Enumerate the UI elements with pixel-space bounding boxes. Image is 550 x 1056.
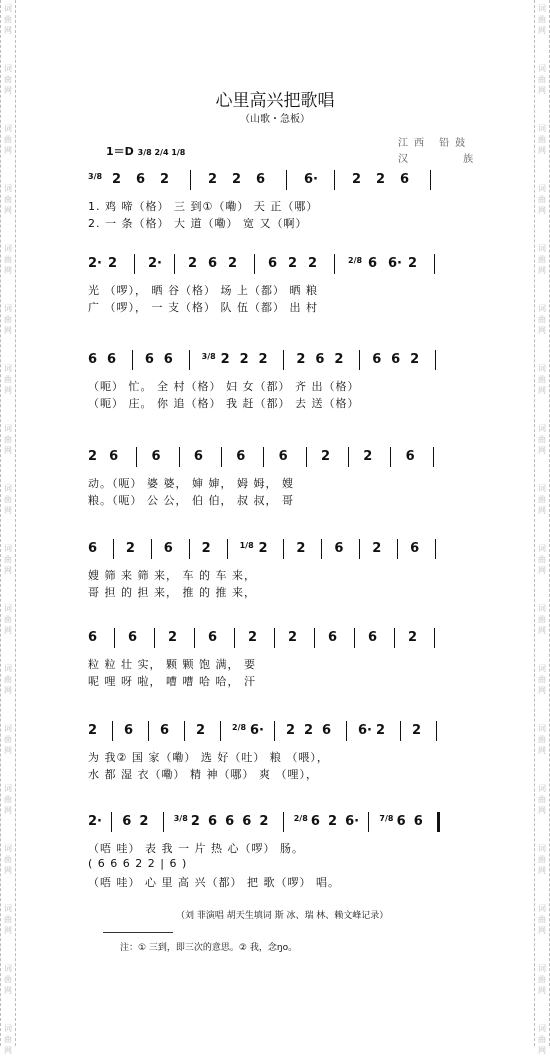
watermark-char: 网 (4, 206, 12, 215)
barline (368, 812, 369, 832)
watermark-char: 网 (4, 566, 12, 575)
watermark-char: 曲 (4, 555, 12, 564)
note: 6 (136, 172, 146, 187)
note: 6 (400, 172, 410, 187)
watermark-char: 曲 (4, 315, 12, 324)
lyric-line: 粒 粒 壮 实， 颗 颗 饱 满， 要 (88, 658, 256, 671)
note: 6 (88, 541, 98, 556)
note: 6 (242, 814, 252, 829)
watermark-char: 词 (538, 724, 546, 733)
note: 2 (201, 541, 211, 556)
note: 2 (196, 723, 206, 738)
watermark-char: 网 (538, 626, 546, 635)
watermark-char: 曲 (538, 135, 546, 144)
note: 1/8 (239, 541, 254, 550)
note: 6 (163, 541, 173, 556)
note: 6 (310, 814, 320, 829)
notation-line (88, 630, 458, 652)
watermark-char: 网 (4, 926, 12, 935)
lyric-line: 1. 鸡 啼（格） 三 到①（嘞） 天 正（哪） (88, 200, 319, 213)
watermark-char: 词 (4, 1024, 12, 1033)
note: 2 (304, 723, 314, 738)
barline (111, 812, 112, 832)
barline (254, 254, 255, 274)
watermark-char: 词 (538, 964, 546, 973)
watermark-char: 网 (538, 686, 546, 695)
watermark-char: 曲 (4, 615, 12, 624)
watermark-char: 曲 (4, 735, 12, 744)
notation-line (88, 814, 458, 836)
watermark-char: 词 (4, 304, 12, 313)
watermark-char: 网 (538, 326, 546, 335)
watermark-char: 曲 (538, 735, 546, 744)
lyric-line: 广 （啰）， 一 支（格） 队 伍（都） 出 村 (88, 301, 318, 314)
watermark-char: 曲 (538, 555, 546, 564)
barline (163, 812, 164, 832)
notation-line (88, 541, 458, 563)
lyric-line: （唔 哇） 心 里 高 兴（都） 把 歌（啰） 唱。 (88, 876, 340, 889)
watermark-char: 词 (538, 364, 546, 373)
note: 6 (193, 449, 203, 464)
watermark-char: 网 (538, 146, 546, 155)
barline (334, 254, 335, 274)
lyric-line: 为 我② 国 家（嘞） 选 好（吐） 粮 （喂）， (88, 751, 329, 764)
watermark-char: 词 (538, 544, 546, 553)
barline (434, 628, 435, 648)
note: 6 (315, 352, 325, 367)
right-watermark-strip (534, 0, 550, 1055)
song-title: 心里高兴把歌唱 (215, 91, 335, 111)
note: 2 (352, 172, 362, 187)
note: 6 (88, 630, 98, 645)
barline (227, 539, 228, 559)
barline (113, 539, 114, 559)
note: 6· (304, 172, 318, 187)
watermark-char: 词 (4, 544, 12, 553)
note: 2/8 (232, 723, 247, 732)
watermark-char: 网 (4, 746, 12, 755)
left-watermark-strip (0, 0, 16, 1055)
note: 2 (296, 352, 306, 367)
note: 6 (413, 814, 423, 829)
footnote-rule (103, 932, 173, 933)
watermark-char: 网 (538, 386, 546, 395)
footnote: 注：① 三到，即三次的意思。② 我，念ŋo。 (120, 943, 298, 953)
watermark-char: 词 (4, 784, 12, 793)
note: 2 (288, 630, 298, 645)
watermark-char: 曲 (4, 915, 12, 924)
barline (263, 447, 264, 467)
note: 2 (363, 449, 373, 464)
barline (435, 350, 436, 370)
barline (174, 254, 175, 274)
watermark-char: 网 (4, 446, 12, 455)
barline (136, 447, 137, 467)
watermark-char: 词 (4, 964, 12, 973)
barline (148, 721, 149, 741)
note: 2 (288, 256, 298, 271)
note: 6· (345, 814, 360, 829)
watermark-char: 曲 (538, 855, 546, 864)
barline (189, 539, 190, 559)
note: 2 (286, 723, 296, 738)
barline (321, 539, 322, 559)
barline (151, 539, 152, 559)
barline (283, 350, 284, 370)
watermark-char: 词 (4, 244, 12, 253)
note: 2· (88, 256, 102, 271)
barline (220, 721, 221, 741)
watermark-char: 网 (4, 386, 12, 395)
region-label: 江西 铅鼓 (398, 138, 472, 149)
lyric-line: 嫂 筛 来 筛 来， 车 的 车 来， (88, 569, 256, 582)
watermark-char: 曲 (538, 75, 546, 84)
note: 6 (410, 541, 420, 556)
note: 6 (268, 256, 278, 271)
barline (359, 350, 360, 370)
barline (114, 628, 115, 648)
barline (434, 254, 435, 274)
watermark-char: 词 (538, 1024, 546, 1033)
lyric-line: （呃） 忙。 全 村（格） 妇 女（都） 齐 出（格） (88, 380, 360, 393)
lyric-line: 光 （啰）， 晒 谷（格） 场 上（都） 晒 粮 (88, 284, 318, 297)
note: 6 (372, 352, 382, 367)
note: 2 (220, 352, 230, 367)
note: 6 (368, 256, 378, 271)
barline (283, 539, 284, 559)
lyric-line: 动。（呃） 婆 婆， 婶 婶， 姆 姆， 嫂 (88, 477, 294, 490)
notation-line (88, 256, 458, 278)
watermark-char: 曲 (4, 795, 12, 804)
watermark-char: 网 (4, 866, 12, 875)
watermark-char: 曲 (538, 795, 546, 804)
watermark-char: 词 (538, 604, 546, 613)
watermark-char: 曲 (4, 135, 12, 144)
note: 2 (160, 172, 170, 187)
note: 6· (250, 723, 264, 738)
watermark-char: 网 (538, 446, 546, 455)
note: 6 (208, 256, 218, 271)
note: 2 (112, 172, 122, 187)
watermark-char: 曲 (538, 1035, 546, 1044)
barline (430, 170, 431, 190)
barline (433, 447, 434, 467)
watermark-char: 曲 (4, 195, 12, 204)
lyric-line: 水 都 湿 衣（嘞） 精 神（哪） 爽 （哩）， (88, 768, 318, 781)
note: 6 (368, 630, 378, 645)
note: 2 (259, 814, 269, 829)
note: 6· (388, 256, 402, 271)
note: 6 (256, 172, 266, 187)
watermark-char: 网 (538, 1046, 546, 1055)
note: 2 (258, 541, 268, 556)
watermark-char: 曲 (538, 435, 546, 444)
lyric-line: 粮。（呃） 公 公， 伯 伯， 叔 叔， 哥 (88, 494, 294, 507)
watermark-char: 词 (4, 664, 12, 673)
lyric-line: 哥 担 的 担 来， 推 的 推 来， (88, 586, 256, 599)
note: 2 (208, 172, 218, 187)
barline (184, 721, 185, 741)
barline (437, 812, 440, 832)
note: 2 (410, 352, 420, 367)
watermark-char: 网 (538, 926, 546, 935)
watermark-char: 词 (538, 844, 546, 853)
song-subtitle: （山歌・急板） (240, 114, 310, 125)
watermark-char: 曲 (4, 1035, 12, 1044)
note: 6 (106, 352, 116, 367)
note: 2 (376, 723, 386, 738)
watermark-char: 词 (538, 64, 546, 73)
watermark-char: 网 (538, 206, 546, 215)
watermark-char: 网 (538, 26, 546, 35)
note: 6 (278, 449, 288, 464)
note: 6 (334, 541, 344, 556)
note: 6 (405, 449, 415, 464)
note: 3/8 (173, 814, 188, 823)
watermark-char: 词 (538, 184, 546, 193)
watermark-char: 词 (4, 424, 12, 433)
watermark-char: 曲 (4, 495, 12, 504)
note: 6 (124, 723, 134, 738)
watermark-char: 词 (4, 844, 12, 853)
watermark-char: 网 (538, 86, 546, 95)
note: 2 (139, 814, 149, 829)
lyric-line: 2. 一 条（格） 大 道（嘞） 宽 又（啊） (88, 217, 308, 230)
note: 6 (396, 814, 406, 829)
barline (394, 628, 395, 648)
nationality-label: 汉 族 (398, 154, 500, 165)
watermark-char: 曲 (538, 255, 546, 264)
note: 2 (334, 352, 344, 367)
note: 2 (168, 630, 178, 645)
watermark-char: 词 (538, 304, 546, 313)
watermark-char: 词 (4, 184, 12, 193)
note: 6· (358, 723, 372, 738)
notation-line (88, 172, 458, 194)
note: 2· (88, 814, 102, 829)
watermark-char: 曲 (4, 675, 12, 684)
watermark-char: 曲 (4, 15, 12, 24)
barline (134, 254, 135, 274)
note: 6 (328, 630, 338, 645)
note: 2 (190, 814, 200, 829)
note: 6 (144, 352, 154, 367)
barline (354, 628, 355, 648)
lyric-line: （呃） 庄。 你 追（格） 我 赶（都） 去 送（格） (88, 397, 360, 410)
barline (435, 539, 436, 559)
note: 2 (228, 256, 238, 271)
barline (274, 628, 275, 648)
barline (132, 350, 133, 370)
note: 2 (408, 256, 418, 271)
watermark-char: 词 (4, 604, 12, 613)
barline (359, 539, 360, 559)
lyric-line: （唔 哇） 表 我 一 片 热 心（啰） 肠。 (88, 842, 304, 855)
watermark-char: 曲 (4, 375, 12, 384)
barline (348, 447, 349, 467)
watermark-char: 网 (538, 566, 546, 575)
note: 3/8 (201, 352, 216, 361)
watermark-char: 网 (4, 506, 12, 515)
note: 2 (376, 172, 386, 187)
barline (390, 447, 391, 467)
watermark-char: 曲 (538, 495, 546, 504)
watermark-char: 词 (538, 784, 546, 793)
barline (314, 628, 315, 648)
watermark-char: 词 (538, 664, 546, 673)
notation-line (88, 449, 458, 471)
barline (112, 721, 113, 741)
watermark-char: 曲 (538, 375, 546, 384)
note: 2 (188, 256, 198, 271)
watermark-char: 词 (538, 244, 546, 253)
watermark-char: 曲 (4, 75, 12, 84)
note: 2 (88, 449, 98, 464)
note: 2 (372, 541, 382, 556)
watermark-char: 网 (4, 686, 12, 695)
note: 2 (408, 630, 418, 645)
watermark-char: 网 (4, 626, 12, 635)
lyric-line: ( 6 6 6 2 2 | 6 ) (88, 857, 188, 870)
watermark-char: 词 (538, 4, 546, 13)
note: 6 (322, 723, 332, 738)
note: 6 (109, 449, 119, 464)
watermark-char: 网 (538, 266, 546, 275)
watermark-char: 曲 (538, 195, 546, 204)
barline (400, 721, 401, 741)
barline (221, 447, 222, 467)
watermark-char: 网 (4, 326, 12, 335)
watermark-char: 曲 (538, 615, 546, 624)
watermark-char: 网 (538, 866, 546, 875)
barline (286, 170, 287, 190)
note: 2· (148, 256, 162, 271)
watermark-char: 网 (4, 146, 12, 155)
performance-credit: （刘 菲演唱 胡天生填词 斯 冰、瑞 林、赖文峰记录） (176, 911, 389, 921)
note: 2 (258, 352, 268, 367)
note: 6 (391, 352, 401, 367)
note: 6 (163, 352, 173, 367)
watermark-char: 词 (4, 364, 12, 373)
watermark-char: 网 (538, 986, 546, 995)
watermark-char: 曲 (4, 435, 12, 444)
note: 6 (122, 814, 132, 829)
watermark-char: 网 (4, 26, 12, 35)
note: 6 (128, 630, 138, 645)
watermark-char: 词 (538, 484, 546, 493)
note: 2 (412, 723, 422, 738)
note: 2 (125, 541, 135, 556)
barline (179, 447, 180, 467)
note: 2 (239, 352, 249, 367)
watermark-char: 曲 (538, 315, 546, 324)
watermark-char: 网 (4, 986, 12, 995)
watermark-char: 曲 (4, 975, 12, 984)
note: 2 (320, 449, 330, 464)
note: 2 (248, 630, 258, 645)
barline (189, 350, 190, 370)
watermark-char: 网 (4, 266, 12, 275)
barline (397, 539, 398, 559)
watermark-char: 词 (4, 724, 12, 733)
watermark-char: 网 (538, 506, 546, 515)
watermark-char: 曲 (538, 915, 546, 924)
note: 6 (208, 814, 218, 829)
lyric-line: 呢 哩 呀 啦， 嘈 嘈 哈 哈， 汗 (88, 675, 256, 688)
watermark-char: 网 (4, 1046, 12, 1055)
note: 6 (151, 449, 161, 464)
watermark-char: 曲 (4, 255, 12, 264)
note: 6 (160, 723, 170, 738)
watermark-char: 词 (538, 124, 546, 133)
barline (283, 812, 284, 832)
note: 6 (208, 630, 218, 645)
barline (190, 170, 191, 190)
barline (154, 628, 155, 648)
watermark-char: 词 (4, 904, 12, 913)
watermark-char: 词 (4, 124, 12, 133)
note: 2/8 (348, 256, 363, 265)
notation-line (88, 723, 458, 745)
watermark-char: 曲 (4, 855, 12, 864)
note: 7/8 (379, 814, 394, 823)
note: 2/8 (293, 814, 308, 823)
watermark-char: 词 (4, 484, 12, 493)
watermark-char: 网 (538, 746, 546, 755)
note: 2 (308, 256, 318, 271)
barline (234, 628, 235, 648)
watermark-char: 曲 (538, 975, 546, 984)
note: 2 (232, 172, 242, 187)
barline (194, 628, 195, 648)
note: 2 (296, 541, 306, 556)
note: 6 (225, 814, 235, 829)
note: 2 (328, 814, 338, 829)
notation-line (88, 352, 458, 374)
barline (274, 721, 275, 741)
watermark-char: 词 (4, 4, 12, 13)
watermark-char: 曲 (538, 675, 546, 684)
watermark-char: 网 (4, 86, 12, 95)
watermark-char: 词 (538, 904, 546, 913)
key-signature: 1＝D 3/8 2/4 1/8 (106, 145, 186, 158)
barline (306, 447, 307, 467)
note: 2 (88, 723, 98, 738)
watermark-char: 词 (4, 64, 12, 73)
watermark-char: 曲 (538, 15, 546, 24)
note: 6 (236, 449, 246, 464)
note: 3/8 (88, 172, 103, 181)
barline (334, 170, 335, 190)
watermark-char: 网 (4, 806, 12, 815)
barline (346, 721, 347, 741)
barline (436, 721, 437, 741)
watermark-char: 网 (538, 806, 546, 815)
watermark-char: 词 (538, 424, 546, 433)
note: 6 (88, 352, 98, 367)
note: 2 (108, 256, 118, 271)
